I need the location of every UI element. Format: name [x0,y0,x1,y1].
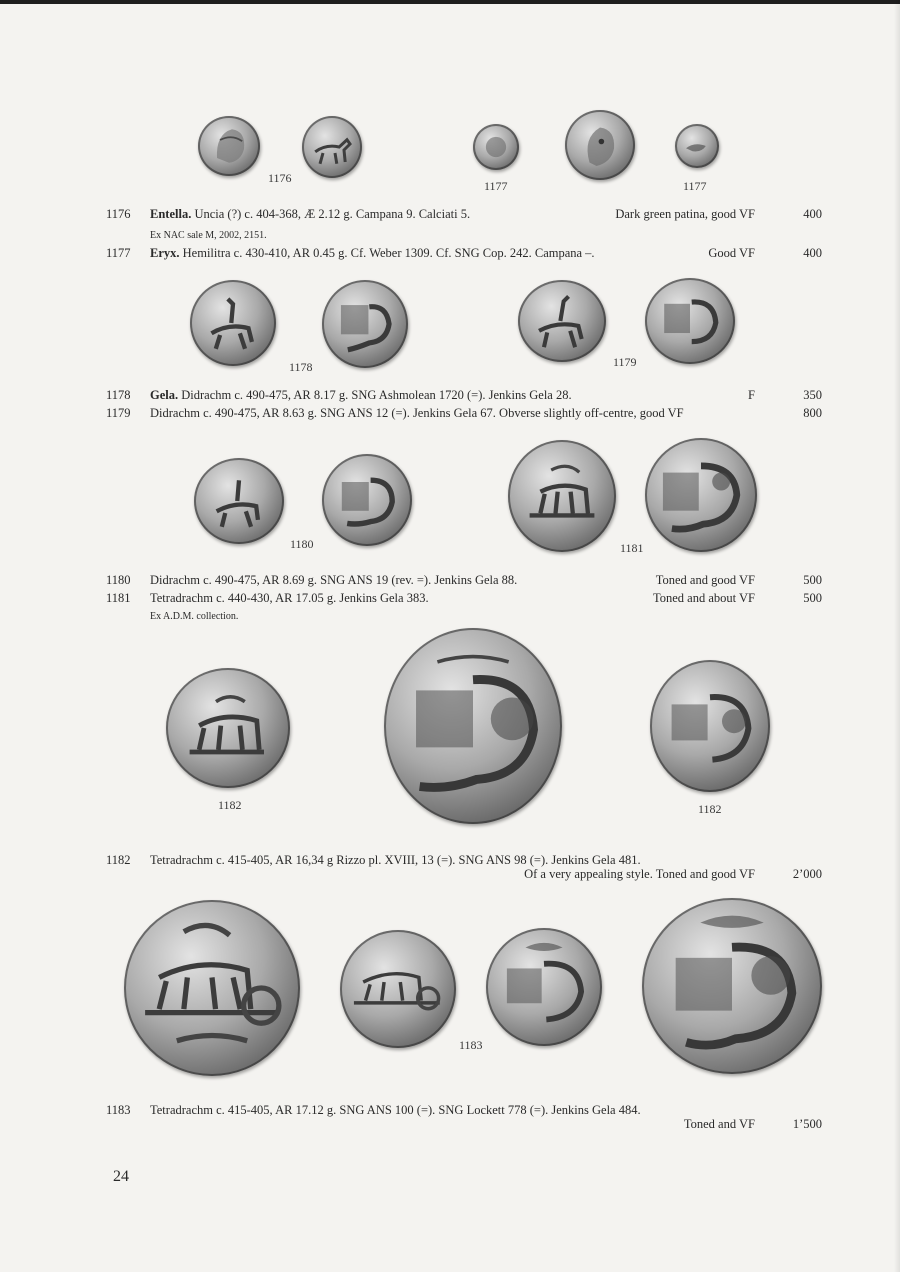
lot-number: 1182 [106,853,131,867]
coin-1183-reverse [486,928,602,1046]
lot-condition: Good VF [708,246,755,260]
coin-1181-reverse [645,438,757,552]
lot-number: 1177 [106,246,131,260]
coin-label-1181: 1181 [620,541,644,555]
lot-details: Uncia (?) c. 404-368, Æ 2.12 g. Campana 9. Calciati 5. [194,207,471,221]
coin-1178-obverse [190,280,276,366]
lot-mint-name: Eryx. [150,246,180,260]
coin-label-1177-second: 1177 [683,179,707,193]
coin-1179-obverse [518,280,606,362]
coin-1180-reverse [322,454,412,546]
page-number: 24 [113,1168,129,1185]
lot-details: Hemilitra c. 430-410, AR 0.45 g. Cf. Weber 1309. Cf. SNG Cop. 242. Campana –. [182,246,595,260]
lot-estimate: 2’000 [792,867,822,881]
coin-label-1176: 1176 [268,171,292,185]
coin-label-1177-first: 1177 [484,179,508,193]
lot-number: 1179 [106,406,131,420]
coin-1177-reverse [675,124,719,168]
lot-number: 1176 [106,207,131,221]
lot-condition: Dark green patina, good VF [615,207,755,221]
coin-1177-obverse-enlarged [565,110,635,180]
lot-number: 1181 [106,591,131,605]
coin-1176-obverse [198,116,260,176]
lot-number: 1180 [106,573,131,587]
coin-1182-obverse [166,668,290,788]
lot-condition: Toned and about VF [652,591,755,605]
lot-description: Didrachm c. 490-475, AR 8.63 g. SNG ANS 12 (=). Jenkins Gela 67. Obverse slightly off-centre, good VF [150,406,684,420]
lot-details: Didrachm c. 490-475, AR 8.17 g. SNG Ashmolean 1720 (=). Jenkins Gela 28. [181,388,572,402]
lot-condition: F [748,388,755,402]
coin-1180-obverse [194,458,284,544]
coin-label-1182-first: 1182 [218,798,242,812]
lot-number: 1183 [106,1103,131,1117]
coin-label-1182-second: 1182 [698,802,722,816]
lot-condition: Toned and VF [683,1117,755,1131]
coin-1176-reverse [302,116,362,178]
lot-description: Tetradrachm c. 440-430, AR 17.05 g. Jenkins Gela 383. [150,591,429,605]
lot-condition: Of a very appealing style. Toned and good VF [524,867,755,881]
lot-estimate: 400 [803,207,822,221]
page-binding-shadow [894,0,900,1272]
lot-estimate: 350 [803,388,822,402]
lot-description: Tetradrachm c. 415-405, AR 16,34 g Rizzo pl. XVIII, 13 (=). SNG ANS 98 (=). Jenkins Gela 481. [150,853,641,867]
coin-1179-reverse [645,278,735,364]
lot-provenance: Ex NAC sale M, 2002, 2151. [150,230,267,241]
coin-label-1183: 1183 [459,1038,483,1052]
lot-provenance: Ex A.D.M. collection. [150,611,239,622]
page-top-edge [0,0,900,4]
lot-description [150,387,572,403]
coin-1178-reverse [322,280,408,368]
lot-condition: Toned and good VF [655,573,755,587]
lot-mint-name: Entella. [150,207,192,221]
coin-label-1179: 1179 [613,355,637,369]
coin-1183-obverse [340,930,456,1048]
lot-description [150,245,595,261]
lot-description: Didrachm c. 490-475, AR 8.69 g. SNG ANS 19 (rev. =). Jenkins Gela 88. [150,573,518,587]
lot-estimate: 500 [803,591,822,605]
coin-1182-reverse-enlarged [384,628,562,824]
lot-estimate: 1’500 [792,1117,822,1131]
lot-description: Tetradrachm c. 415-405, AR 17.12 g. SNG ANS 100 (=). SNG Lockett 778 (=). Jenkins Gela 484. [150,1103,641,1117]
coin-1182-reverse [650,660,770,792]
coin-label-1178: 1178 [289,360,313,374]
lot-estimate: 400 [803,246,822,260]
lot-mint-name: Gela. [150,388,179,402]
lot-description [150,206,470,222]
coin-1177-obverse-small [473,124,519,170]
coin-1183-reverse-enlarged [642,898,822,1074]
coin-1183-obverse-enlarged [124,900,300,1076]
lot-number: 1178 [106,388,131,402]
lot-estimate: 500 [803,573,822,587]
coin-1181-obverse [508,440,616,552]
lot-estimate: 800 [803,406,822,420]
coin-label-1180: 1180 [290,537,314,551]
